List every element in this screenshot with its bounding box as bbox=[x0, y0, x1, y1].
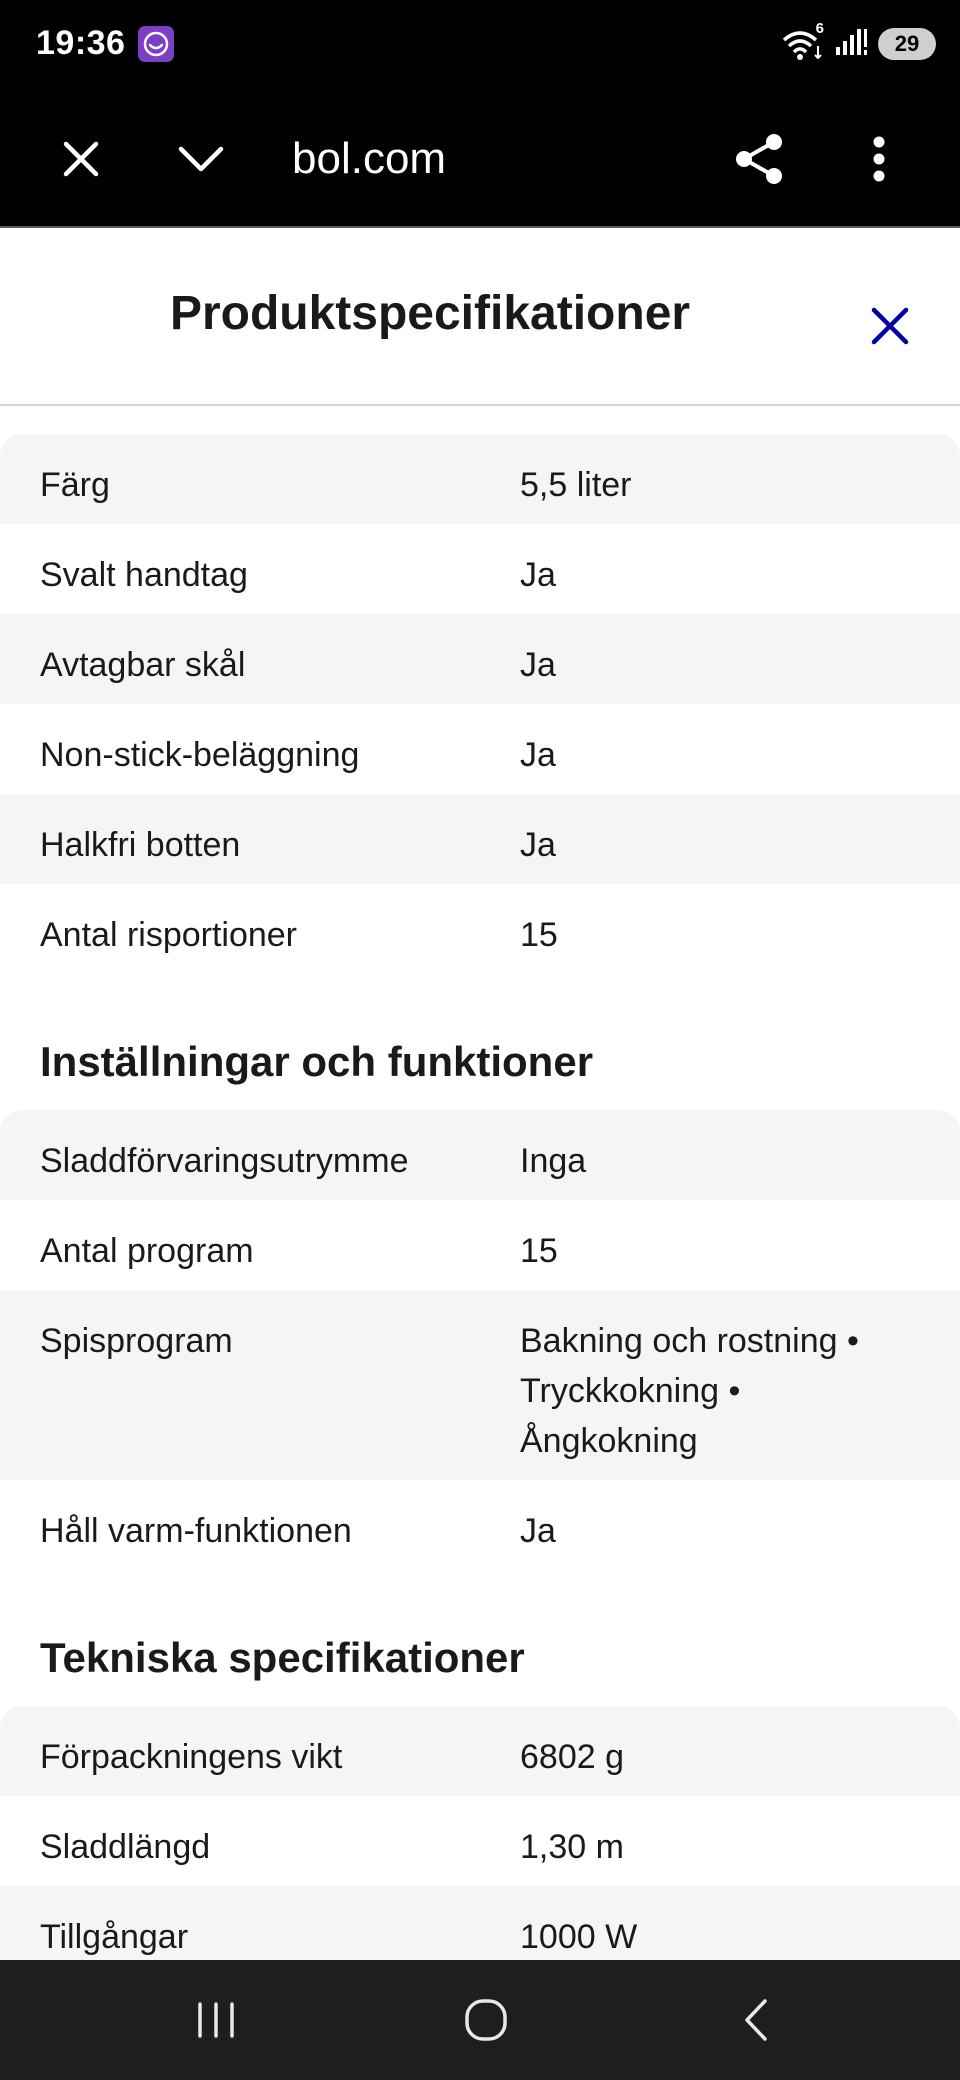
spec-value: Inga bbox=[520, 1142, 587, 1180]
spec-label: Non-stick-beläggning bbox=[40, 736, 360, 774]
spec-label: Avtagbar skål bbox=[40, 646, 246, 684]
spec-value: 6802 g bbox=[520, 1738, 624, 1776]
spec-row bbox=[0, 704, 960, 794]
spec-value: Ja bbox=[520, 556, 556, 594]
purple-smile-app-icon bbox=[138, 26, 174, 62]
wifi-badge: 6 bbox=[815, 20, 824, 37]
spec-label: Sladdlängd bbox=[40, 1828, 211, 1866]
spec-content[interactable] bbox=[0, 406, 960, 1960]
spec-value: 15 bbox=[520, 916, 558, 954]
spec-label: Tillgångar bbox=[40, 1918, 189, 1956]
spec-value: 1,30 m bbox=[520, 1828, 624, 1866]
share-icon bbox=[734, 132, 784, 186]
cell-signal-icon bbox=[834, 27, 868, 62]
home-button[interactable] bbox=[426, 1980, 546, 2060]
spec-row bbox=[0, 524, 960, 614]
spec-label: Färg bbox=[40, 466, 110, 504]
spec-row bbox=[0, 1110, 960, 1200]
sheet-close-button[interactable] bbox=[854, 290, 926, 362]
more-vertical-icon bbox=[872, 136, 886, 182]
spec-row bbox=[0, 1290, 960, 1480]
spec-row bbox=[0, 1796, 960, 1886]
back-button[interactable] bbox=[696, 1980, 816, 2060]
battery-indicator: 29 bbox=[878, 28, 936, 60]
spec-label: Halkfri botten bbox=[40, 826, 241, 864]
chevron-down-icon bbox=[177, 143, 225, 175]
spec-row bbox=[0, 1886, 960, 1960]
back-icon bbox=[741, 1997, 771, 2043]
spec-row bbox=[0, 614, 960, 704]
close-icon bbox=[61, 139, 101, 179]
spec-row bbox=[0, 434, 960, 524]
spec-label: Antal risportioner bbox=[40, 916, 298, 954]
spec-value: 15 bbox=[520, 1232, 558, 1270]
share-button[interactable] bbox=[724, 124, 794, 194]
spec-row bbox=[0, 1480, 960, 1570]
spec-label: Håll varm-funktionen bbox=[40, 1512, 352, 1550]
spec-label: Svalt handtag bbox=[40, 556, 248, 594]
minimize-button[interactable] bbox=[166, 124, 236, 194]
spec-value: Ja bbox=[520, 1512, 556, 1550]
status-bar bbox=[0, 0, 960, 90]
spec-label: Sladdförvaringsutrymme bbox=[40, 1142, 409, 1180]
spec-label: Spisprogram bbox=[40, 1322, 233, 1360]
close-tab-button[interactable] bbox=[46, 124, 116, 194]
home-icon bbox=[463, 1997, 509, 2043]
spec-value: Ja bbox=[520, 826, 556, 864]
more-options-button[interactable] bbox=[844, 124, 914, 194]
spec-value: 5,5 liter bbox=[520, 466, 632, 504]
wifi-icon bbox=[780, 20, 824, 62]
spec-row bbox=[0, 884, 960, 974]
spec-row bbox=[0, 1200, 960, 1290]
url-text[interactable]: bol.com bbox=[292, 134, 447, 183]
spec-label: Antal program bbox=[40, 1232, 254, 1270]
spec-value: Ja bbox=[520, 736, 556, 774]
system-nav-bar bbox=[0, 1960, 960, 2080]
recent-apps-button[interactable] bbox=[156, 1980, 276, 2060]
spec-value: 1000 W bbox=[520, 1918, 638, 1956]
sheet-title: Produktspecifikationer bbox=[169, 287, 691, 340]
spec-value: Bakning och rostning • Tryckkokning • Ångkokning bbox=[520, 1322, 859, 1460]
spec-value: Ja bbox=[520, 646, 556, 684]
status-indicators bbox=[780, 20, 936, 64]
browser-toolbar bbox=[0, 90, 960, 228]
spec-row bbox=[0, 794, 960, 884]
section-title-technical: Tekniska specifikationer bbox=[40, 1634, 525, 1681]
close-icon bbox=[870, 306, 910, 346]
spec-row bbox=[0, 1706, 960, 1796]
recent-apps-icon bbox=[194, 2000, 238, 2040]
spec-label: Förpackningens vikt bbox=[40, 1738, 343, 1776]
sheet-header bbox=[0, 228, 960, 406]
section-title-settings: Inställningar och funktioner bbox=[40, 1038, 594, 1085]
status-time: 19:36 bbox=[36, 24, 126, 62]
